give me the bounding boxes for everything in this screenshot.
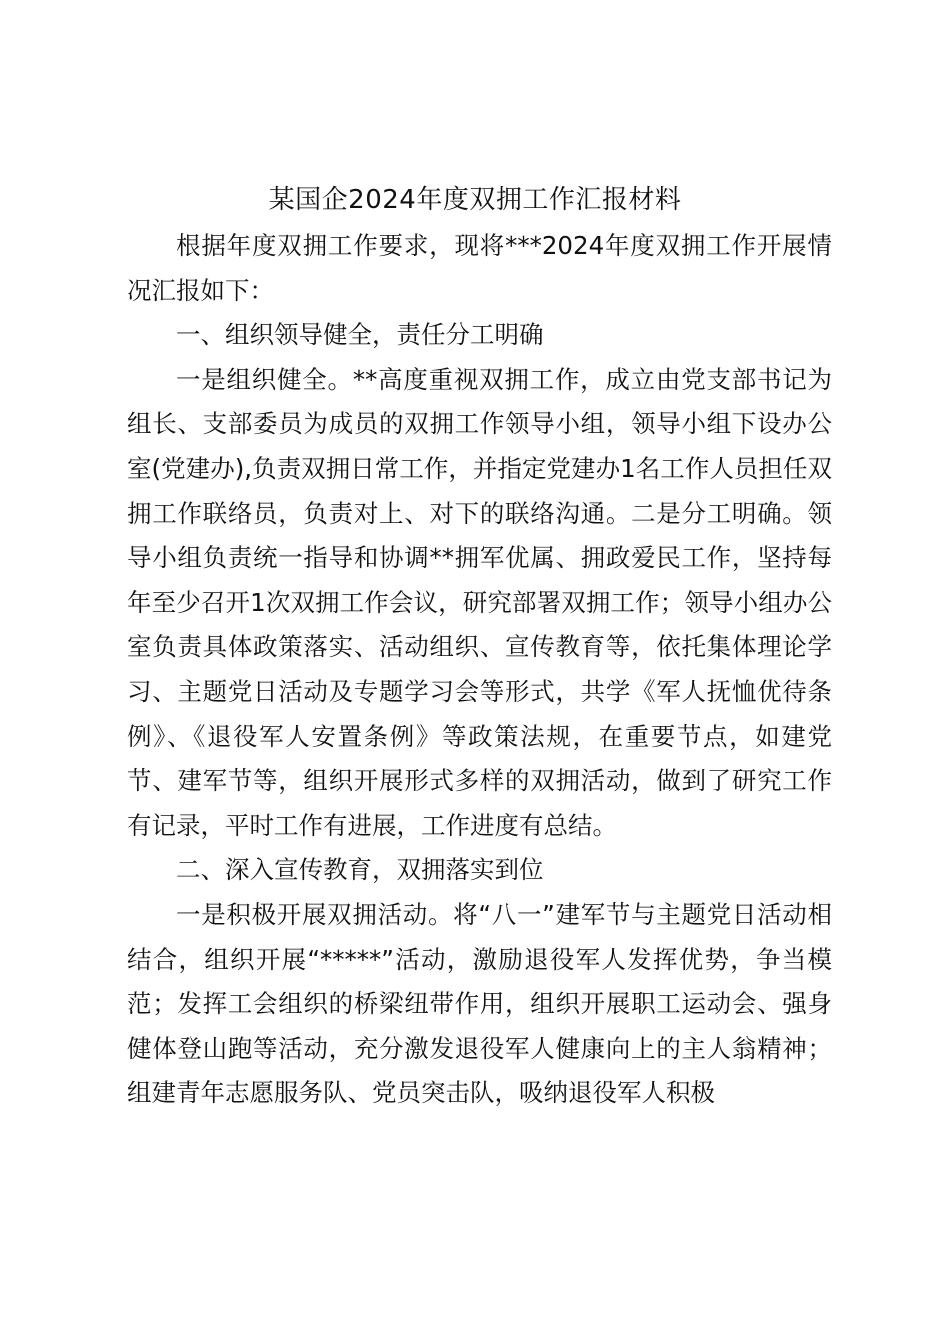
document-body xyxy=(127,224,832,1116)
section-2-paragraph: 一是积极开展双拥活动。将“八一”建军节与主题党日活动相结合，组织开展“*****”活动，激励退役军人发挥优势，争当模范；发挥工会组织的桥梁纽带作用，组织开展职工运动会、强身健体登山跑等活动，充分激发退役军人健康向上的主人翁精神；组建青年志愿服务队、党员突击队，吸纳退役军人积极 xyxy=(127,899,832,1108)
intro-paragraph: 根据年度双拥工作要求，现将***2024年度双拥工作开展情况汇报如下： xyxy=(127,231,832,305)
section-1-paragraph: 一是组织健全。**高度重视双拥工作，成立由党支部书记为组长、支部委员为成员的双拥工作领导小组，领导小组下设办公室(党建办),负责双拥日常工作，并指定党建办1名工作人员担任双拥工作联络员，负责对上、对下的联络沟通。二是分工明确。领导小组负责统一指导和协调**拥军优属、拥政爱民工作，坚持每年至少召开1次双拥工作会议，研究部署双拥工作；领导小组办公室负责具体政策落实、活动组织、宣传教育等，依托集体理论学习、主题党日活动及专题学习会等形式，共学《军人抚恤优待条例》、《退役军人安置条例》等政策法规，在重要节点，如建党节、建军节等，组织开展形式多样的双拥活动，做到了研究工作有记录，平时工作有进展，工作进度有总结。 xyxy=(127,364,832,840)
document-title: 某国企2024年度双拥工作汇报材料 xyxy=(268,185,682,215)
section-heading-1: 一、组织领导健全，责任分工明确 xyxy=(176,320,544,350)
section-heading-2: 二、深入宣传教育，双拥落实到位 xyxy=(176,855,544,885)
